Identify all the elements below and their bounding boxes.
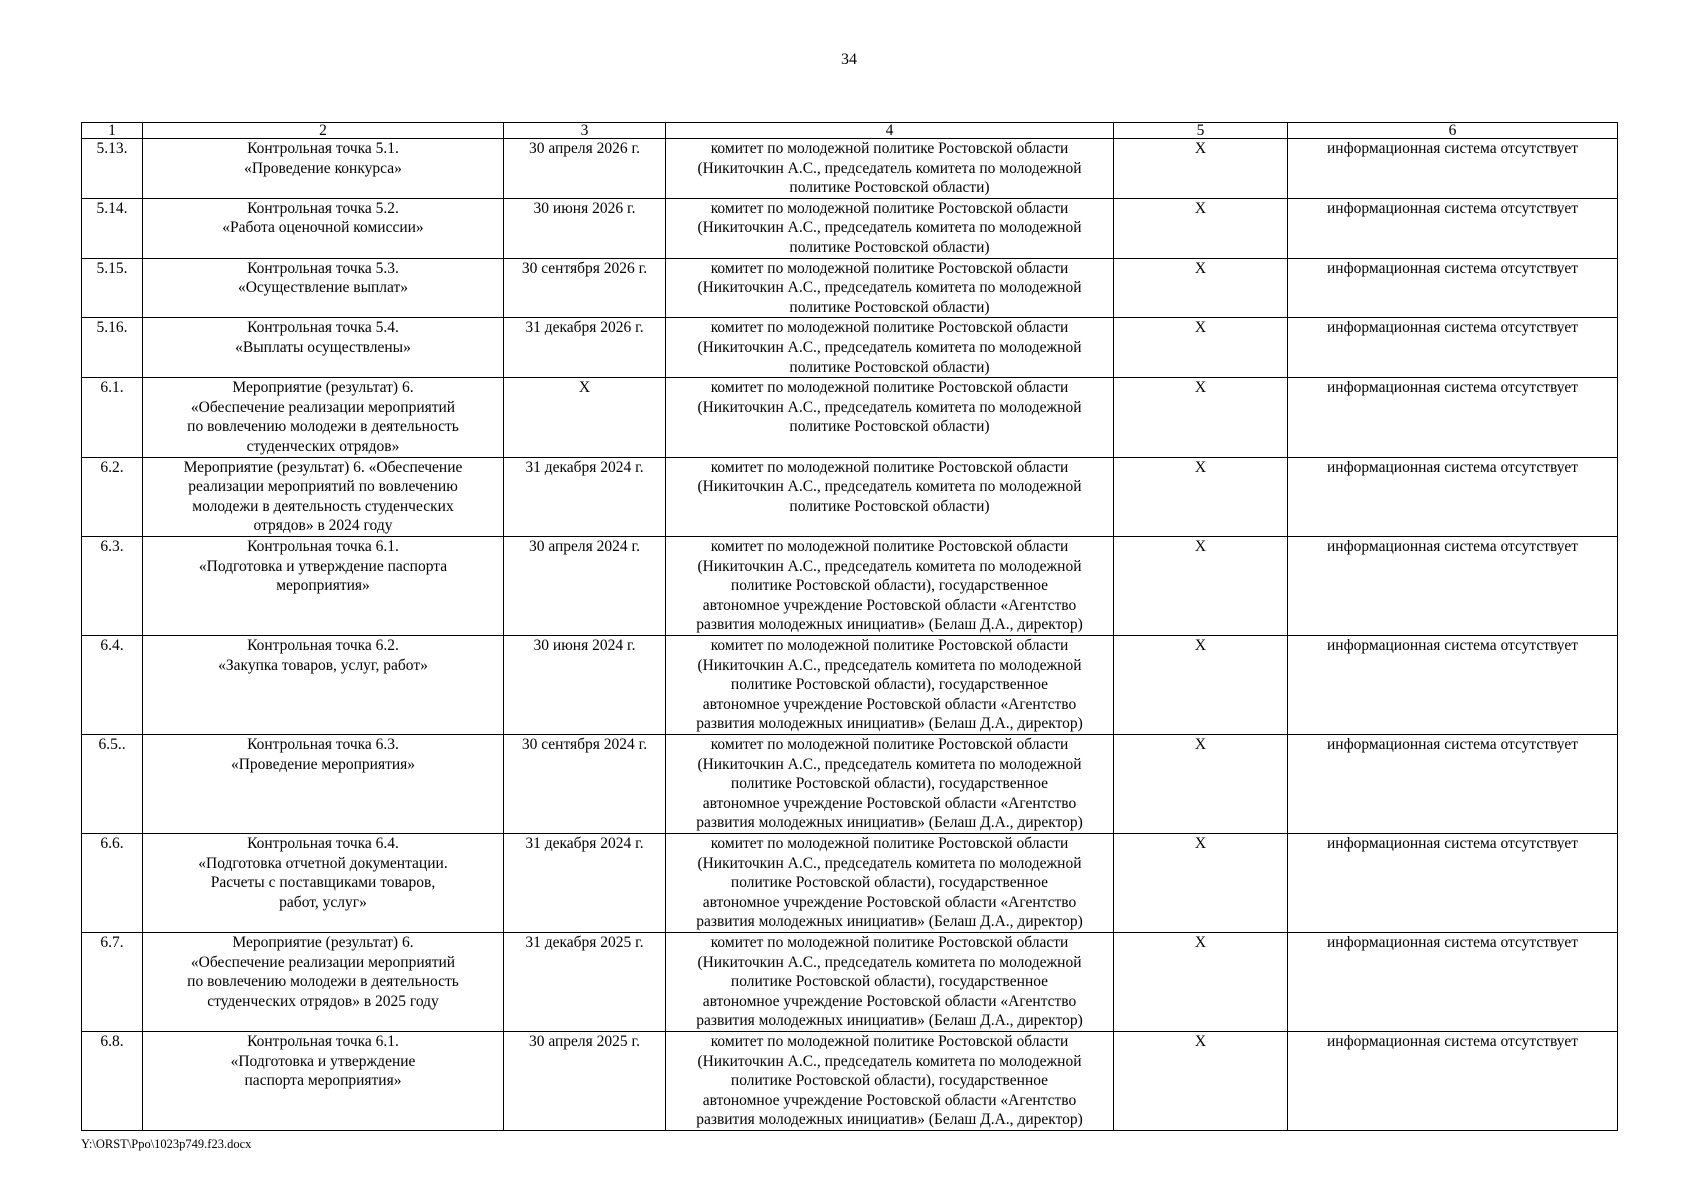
deadline-date: 30 апреля 2025 г. [504, 1031, 666, 1130]
deadline-date: 31 декабря 2024 г. [504, 457, 666, 536]
table-row [82, 378, 1618, 457]
event-name: Контрольная точка 5.4. «Выплаты осуществлены» [143, 318, 504, 378]
deadline-date: 30 сентября 2024 г. [504, 734, 666, 833]
row-number: 6.6. [82, 833, 143, 932]
column-number: 3 [504, 123, 666, 139]
information-system: информационная система отсутствует [1288, 635, 1618, 734]
deadline-date: 31 декабря 2025 г. [504, 932, 666, 1031]
deadline-date: Х [504, 378, 666, 457]
deadline-date: 30 июня 2024 г. [504, 635, 666, 734]
row-number: 6.7. [82, 932, 143, 1031]
event-name: Мероприятие (результат) 6. «Обеспечение реализации мероприятий по вовлечению молодежи в деятельность студенческих отрядов» [143, 378, 504, 457]
responsible-executor: комитет по молодежной политике Ростовской области (Никиточкин А.С., председатель комитета по молодежной политике Ростовской области) [666, 457, 1114, 536]
row-number: 5.16. [82, 318, 143, 378]
deadline-date: 30 сентября 2026 г. [504, 258, 666, 318]
information-system: информационная система отсутствует [1288, 258, 1618, 318]
responsible-executor: комитет по молодежной политике Ростовской области (Никиточкин А.С., председатель комитета по молодежной политике Ростовской области), государственное автономное учреждение Ростовской области «Агентство развития молодежных инициатив» (Белаш Д.А., директор) [666, 635, 1114, 734]
deadline-date: 30 июня 2026 г. [504, 198, 666, 258]
information-system: информационная система отсутствует [1288, 833, 1618, 932]
event-name: Контрольная точка 5.2. «Работа оценочной комиссии» [143, 198, 504, 258]
table-row [82, 1031, 1618, 1130]
deadline-date: 31 декабря 2026 г. [504, 318, 666, 378]
information-system: информационная система отсутствует [1288, 932, 1618, 1031]
deadline-date: 31 декабря 2024 г. [504, 833, 666, 932]
event-name: Контрольная точка 6.3. «Проведение мероприятия» [143, 734, 504, 833]
column-number-row [82, 123, 1618, 139]
mark-x: Х [1114, 198, 1288, 258]
information-system: информационная система отсутствует [1288, 318, 1618, 378]
row-number: 5.15. [82, 258, 143, 318]
responsible-executor: комитет по молодежной политике Ростовской области (Никиточкин А.С., председатель комитета по молодежной политике Ростовской области) [666, 258, 1114, 318]
event-name: Контрольная точка 6.2. «Закупка товаров, услуг, работ» [143, 635, 504, 734]
event-name: Контрольная точка 6.1. «Подготовка и утверждение паспорта мероприятия» [143, 536, 504, 635]
mark-x: Х [1114, 1031, 1288, 1130]
column-number: 4 [666, 123, 1114, 139]
table-row [82, 635, 1618, 734]
mark-x: Х [1114, 833, 1288, 932]
deadline-date: 30 апреля 2026 г. [504, 139, 666, 199]
event-name: Контрольная точка 5.3. «Осуществление выплат» [143, 258, 504, 318]
table-row [82, 318, 1618, 378]
mark-x: Х [1114, 139, 1288, 199]
column-number: 2 [143, 123, 504, 139]
responsible-executor: комитет по молодежной политике Ростовской области (Никиточкин А.С., председатель комитета по молодежной политике Ростовской области), государственное автономное учреждение Ростовской области «Агентство развития молодежных инициатив» (Белаш Д.А., директор) [666, 1031, 1114, 1130]
responsible-executor: комитет по молодежной политике Ростовской области (Никиточкин А.С., председатель комитета по молодежной политике Ростовской области) [666, 318, 1114, 378]
table-row [82, 536, 1618, 635]
mark-x: Х [1114, 932, 1288, 1031]
mark-x: Х [1114, 378, 1288, 457]
table-body [82, 123, 1618, 1131]
row-number: 6.3. [82, 536, 143, 635]
event-name: Контрольная точка 6.1. «Подготовка и утверждение паспорта мероприятия» [143, 1031, 504, 1130]
mark-x: Х [1114, 536, 1288, 635]
event-name: Контрольная точка 5.1. «Проведение конкурса» [143, 139, 504, 199]
table-row [82, 833, 1618, 932]
mark-x: Х [1114, 734, 1288, 833]
row-number: 6.4. [82, 635, 143, 734]
responsible-executor: комитет по молодежной политике Ростовской области (Никиточкин А.С., председатель комитета по молодежной политике Ростовской области), государственное автономное учреждение Ростовской области «Агентство развития молодежных инициатив» (Белаш Д.А., директор) [666, 833, 1114, 932]
responsible-executor: комитет по молодежной политике Ростовской области (Никиточкин А.С., председатель комитета по молодежной политике Ростовской области), государственное автономное учреждение Ростовской области «Агентство развития молодежных инициатив» (Белаш Д.А., директор) [666, 536, 1114, 635]
row-number: 5.14. [82, 198, 143, 258]
mark-x: Х [1114, 258, 1288, 318]
information-system: информационная система отсутствует [1288, 378, 1618, 457]
table-row [82, 932, 1618, 1031]
mark-x: Х [1114, 318, 1288, 378]
responsible-executor: комитет по молодежной политике Ростовской области (Никиточкин А.С., председатель комитета по молодежной политике Ростовской области) [666, 198, 1114, 258]
table-row [82, 139, 1618, 199]
plan-table [81, 122, 1618, 1131]
responsible-executor: комитет по молодежной политике Ростовской области (Никиточкин А.С., председатель комитета по молодежной политике Ростовской области), государственное автономное учреждение Ростовской области «Агентство развития молодежных инициатив» (Белаш Д.А., директор) [666, 734, 1114, 833]
file-path-footer: Y:\ORST\Ppo\1023p749.f23.docx [81, 1137, 252, 1151]
row-number: 6.2. [82, 457, 143, 536]
table-row [82, 457, 1618, 536]
responsible-executor: комитет по молодежной политике Ростовской области (Никиточкин А.С., председатель комитета по молодежной политике Ростовской области) [666, 139, 1114, 199]
event-name: Мероприятие (результат) 6. «Обеспечение реализации мероприятий по вовлечению молодежи в деятельность студенческих отрядов» в 2024 году [143, 457, 504, 536]
information-system: информационная система отсутствует [1288, 198, 1618, 258]
information-system: информационная система отсутствует [1288, 734, 1618, 833]
information-system: информационная система отсутствует [1288, 457, 1618, 536]
responsible-executor: комитет по молодежной политике Ростовской области (Никиточкин А.С., председатель комитета по молодежной политике Ростовской области) [666, 378, 1114, 457]
mark-x: Х [1114, 457, 1288, 536]
event-name: Контрольная точка 6.4. «Подготовка отчетной документации. Расчеты с поставщиками товаров, работ, услуг» [143, 833, 504, 932]
deadline-date: 30 апреля 2024 г. [504, 536, 666, 635]
table-row [82, 198, 1618, 258]
mark-x: Х [1114, 635, 1288, 734]
row-number: 6.5.. [82, 734, 143, 833]
row-number: 6.1. [82, 378, 143, 457]
table-row [82, 734, 1618, 833]
column-number: 1 [82, 123, 143, 139]
information-system: информационная система отсутствует [1288, 1031, 1618, 1130]
page-number: 34 [841, 51, 857, 68]
table-row [82, 258, 1618, 318]
event-name: Мероприятие (результат) 6. «Обеспечение реализации мероприятий по вовлечению молодежи в деятельность студенческих отрядов» в 2025 году [143, 932, 504, 1031]
information-system: информационная система отсутствует [1288, 536, 1618, 635]
row-number: 5.13. [82, 139, 143, 199]
row-number: 6.8. [82, 1031, 143, 1130]
column-number: 6 [1288, 123, 1618, 139]
column-number: 5 [1114, 123, 1288, 139]
responsible-executor: комитет по молодежной политике Ростовской области (Никиточкин А.С., председатель комитета по молодежной политике Ростовской области), государственное автономное учреждение Ростовской области «Агентство развития молодежных инициатив» (Белаш Д.А., директор) [666, 932, 1114, 1031]
information-system: информационная система отсутствует [1288, 139, 1618, 199]
